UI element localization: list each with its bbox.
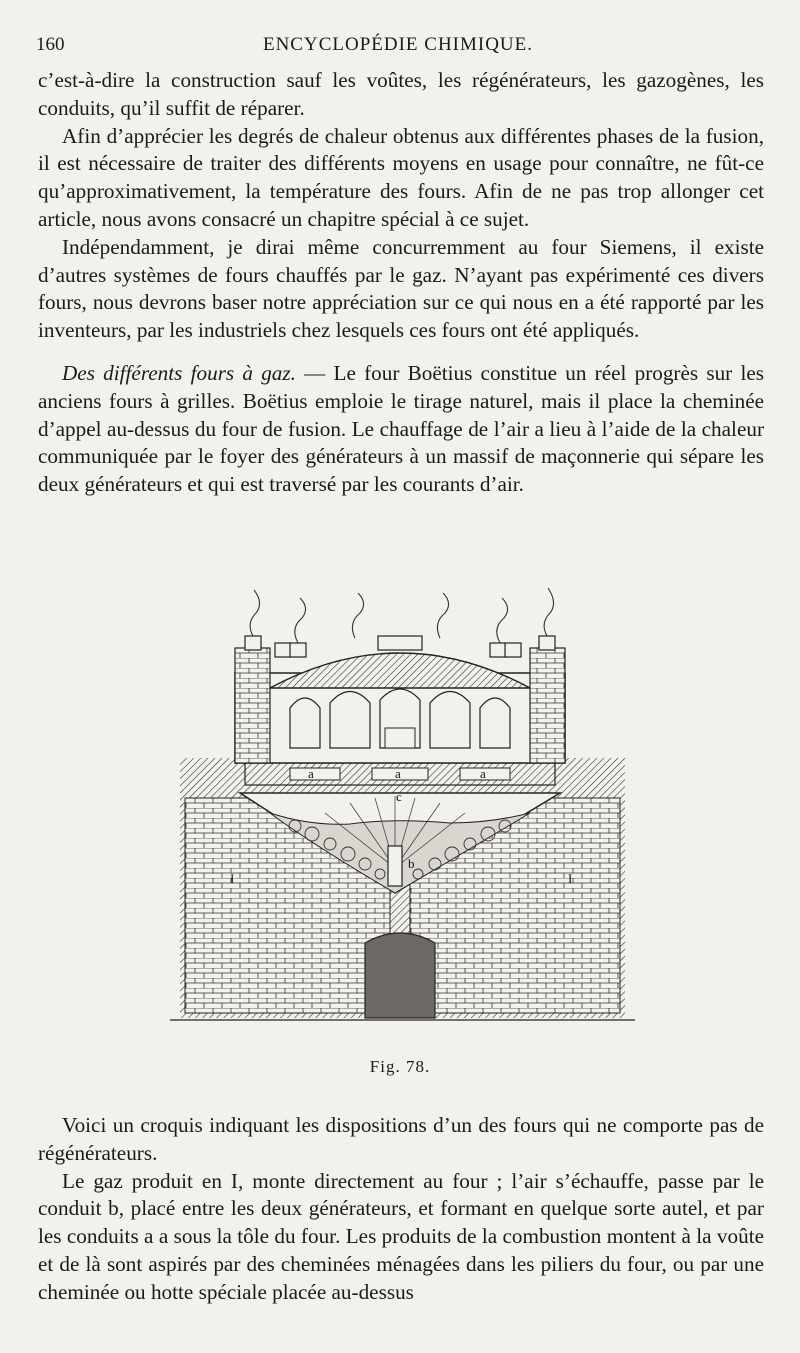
label-c: c <box>396 789 402 804</box>
label-a-center: a <box>395 766 401 781</box>
label-i-right: I <box>568 871 573 886</box>
text-block-bottom <box>38 1112 764 1307</box>
section-paragraph <box>38 360 764 499</box>
section-text: — Le four Boëtius constitue un réel progrès sur les anciens fours à grilles. Boëtius emploie le tirage naturel, mais il place la cheminée d’appel au-dessus du four de fusion. Le chauffage de l’air a lieu à l’aide de la chaleur communiquée par le foyer des générateurs à un massif de maçonnerie qui sépare les deux générateurs et qui est traversé par les courants d’air. <box>38 360 764 497</box>
flue-b <box>388 846 402 886</box>
right-pillar <box>530 648 565 763</box>
running-title: ENCYCLOPÉDIE CHIMIQUE. <box>262 34 534 55</box>
label-i-left: I <box>230 871 235 886</box>
paragraph: c’est-à-dire la construction sauf les voûtes, les régénérateurs, les gazogènes, les conduits, qu’il suffit de réparer. <box>38 68 764 120</box>
left-pillar <box>235 648 270 763</box>
paragraph: Le gaz produit en I, monte directement au four ; l’air s’échauffe, passe par le conduit b, placé entre les deux générateurs, et formant en quelque sorte autel, et par les conduits a a sous la tôle du four. Les produits de la combustion montent à la voûte et de là sont aspirés par des cheminées ménagées dans les piliers du four, ou par une cheminée ou hotte spéciale placée au-dessus <box>38 1168 764 1304</box>
crown-opening <box>378 636 422 650</box>
figure-caption: Fig. 78. <box>369 1057 431 1076</box>
paragraph: Voici un croquis indiquant les dispositions d’un des fours qui ne comporte pas de régénérateurs. <box>38 1113 764 1165</box>
central-pot <box>385 728 415 748</box>
text-block-top <box>38 67 764 499</box>
label-a-left: a <box>308 766 314 781</box>
ash-door <box>365 933 435 1018</box>
paragraph: Afin d’apprécier les degrés de chaleur obtenus aux différentes phases de la fusion, il est nécessaire de traiter des différents moyens en usage pour connaître, ne fût-ce qu’approximativement, la température des fours. Afin de ne pas trop allonger cet article, nous avons consacré un chapitre spécial à ce sujet. <box>38 123 764 231</box>
running-header <box>36 34 760 58</box>
section-heading: Des différents fours à gaz. <box>62 360 296 385</box>
duct-a-left <box>290 768 340 780</box>
label-b: b <box>408 856 415 871</box>
vault-dome <box>270 653 530 688</box>
furnace-figure <box>150 568 650 1038</box>
label-a-right: a <box>480 766 486 781</box>
page-number: 160 <box>36 34 65 55</box>
paragraph: Indépendamment, je dirai même concurremment au four Siemens, il existe d’autres systèmes de fours chauffés par le gaz. N’ayant pas expérimenté ces divers fours, nous devrons baser notre appréciation sur ce qui nous en a été rapporté par les inventeurs, par les industriels chez lesquels ces fours ont été appliqués. <box>38 234 764 343</box>
smoke-plumes <box>250 588 553 643</box>
